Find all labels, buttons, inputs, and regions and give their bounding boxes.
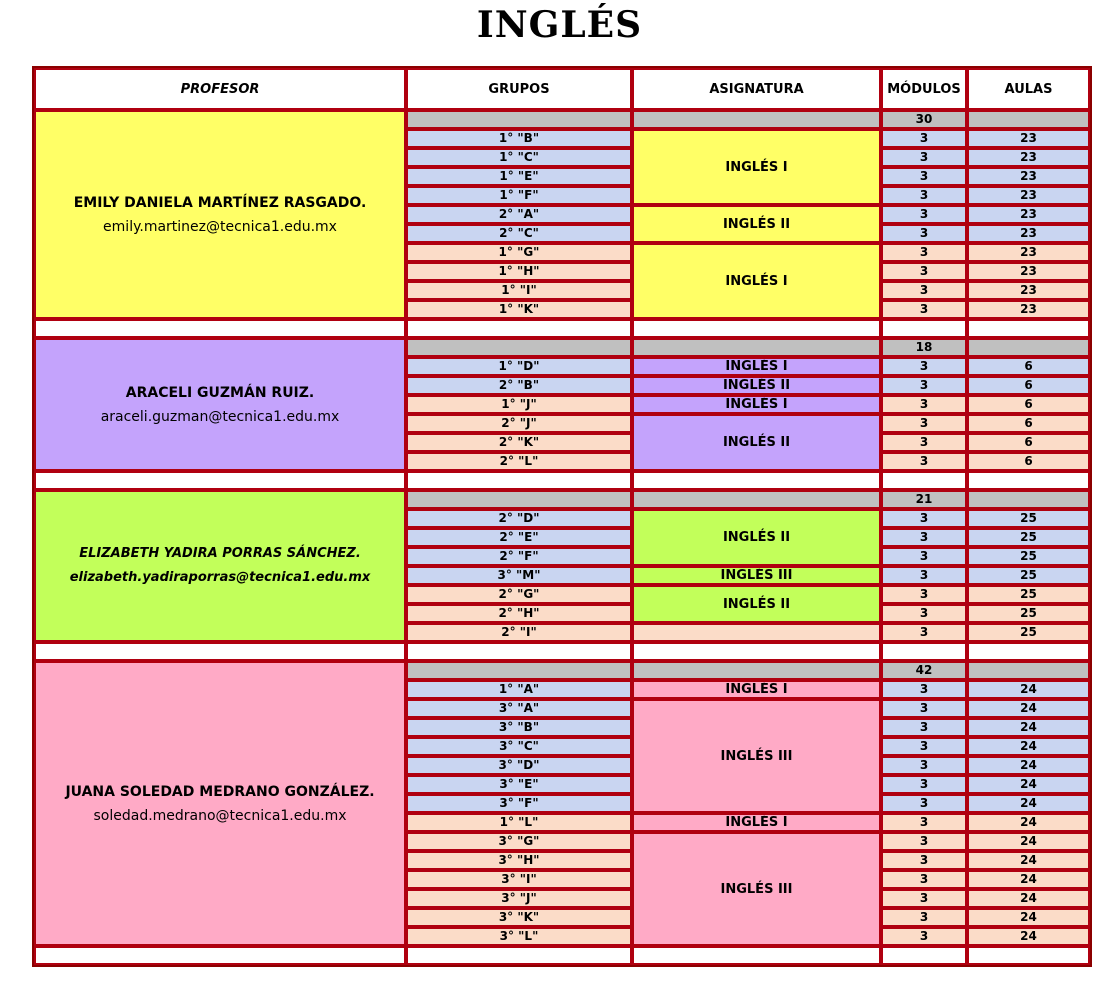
group-cell: 2° "G" <box>406 585 632 604</box>
aula-cell: 23 <box>967 205 1090 224</box>
modulos-cell: 3 <box>881 927 967 946</box>
teacher-email: elizabeth.yadiraporras@tecnica1.edu.mx <box>69 570 371 585</box>
spacer-cell <box>632 946 881 965</box>
aula-cell: 6 <box>967 433 1090 452</box>
modulos-cell: 3 <box>881 813 967 832</box>
subject-cell: INGLÉS III <box>632 566 881 585</box>
aula-cell: 24 <box>967 699 1090 718</box>
modulos-cell: 3 <box>881 889 967 908</box>
group-cell: 3° "G" <box>406 832 632 851</box>
spacer-cell <box>967 319 1090 338</box>
total-blank <box>406 110 632 129</box>
aula-cell: 6 <box>967 452 1090 471</box>
teacher-name: ARACELI GUZMÁN RUIZ. <box>125 384 315 401</box>
header-modulos: MÓDULOS <box>881 68 967 110</box>
subject-cell: INGLÉS I <box>632 395 881 414</box>
total-blank <box>632 490 881 509</box>
subject-cell: INGLÉS III <box>632 832 881 946</box>
aula-cell: 23 <box>967 300 1090 319</box>
modulos-cell: 3 <box>881 851 967 870</box>
modulos-cell: 3 <box>881 205 967 224</box>
total-blank <box>406 338 632 357</box>
teacher-cell <box>34 661 406 946</box>
group-cell: 1° "A" <box>406 680 632 699</box>
total-blank <box>967 661 1090 680</box>
aula-cell: 24 <box>967 813 1090 832</box>
total-blank <box>967 110 1090 129</box>
aula-cell: 23 <box>967 129 1090 148</box>
subject-cell: INGLÉS III <box>632 699 881 813</box>
total-row <box>34 110 1090 129</box>
modulos-cell: 3 <box>881 528 967 547</box>
aula-cell: 25 <box>967 623 1090 642</box>
teacher-name: JUANA SOLEDAD MEDRANO GONZÁLEZ. <box>65 783 375 800</box>
modulos-cell: 3 <box>881 623 967 642</box>
aula-cell: 24 <box>967 927 1090 946</box>
aula-cell: 23 <box>967 224 1090 243</box>
group-cell: 3° "A" <box>406 699 632 718</box>
subject-cell: INGLÉS I <box>632 129 881 205</box>
group-cell: 2° "K" <box>406 433 632 452</box>
aula-cell: 23 <box>967 148 1090 167</box>
group-cell: 2° "B" <box>406 376 632 395</box>
spacer-cell <box>632 642 881 661</box>
total-modulos: 21 <box>881 490 967 509</box>
spacer-cell <box>881 946 967 965</box>
aula-cell: 24 <box>967 908 1090 927</box>
spacer-cell <box>34 946 406 965</box>
teacher-cell <box>34 490 406 642</box>
modulos-cell: 3 <box>881 395 967 414</box>
modulos-cell: 3 <box>881 585 967 604</box>
spacer-cell <box>632 319 881 338</box>
modulos-cell: 3 <box>881 756 967 775</box>
group-cell: 3° "B" <box>406 718 632 737</box>
group-cell: 1° "C" <box>406 148 632 167</box>
aula-cell: 24 <box>967 889 1090 908</box>
aula-cell: 6 <box>967 414 1090 433</box>
modulos-cell: 3 <box>881 376 967 395</box>
spacer-cell <box>881 319 967 338</box>
total-blank <box>632 661 881 680</box>
group-cell: 3° "K" <box>406 908 632 927</box>
spacer-cell <box>967 642 1090 661</box>
aula-cell: 24 <box>967 680 1090 699</box>
spacer-cell <box>406 642 632 661</box>
subject-cell: INGLÉS II <box>632 585 881 623</box>
group-cell: 2° "F" <box>406 547 632 566</box>
aula-cell: 23 <box>967 167 1090 186</box>
modulos-cell: 3 <box>881 870 967 889</box>
modulos-cell: 3 <box>881 357 967 376</box>
teacher-email: araceli.guzman@tecnica1.edu.mx <box>100 408 340 425</box>
total-blank <box>406 661 632 680</box>
aula-cell: 25 <box>967 585 1090 604</box>
total-row <box>34 490 1090 509</box>
aula-cell: 24 <box>967 737 1090 756</box>
subject-cell: INGLÉS I <box>632 680 881 699</box>
total-row <box>34 338 1090 357</box>
subject-cell: INGLÉS II <box>632 414 881 471</box>
spacer-cell <box>34 319 406 338</box>
group-cell: 1° "G" <box>406 243 632 262</box>
total-blank <box>632 338 881 357</box>
modulos-cell: 3 <box>881 699 967 718</box>
group-cell: 1° "F" <box>406 186 632 205</box>
group-cell: 2° "J" <box>406 414 632 433</box>
spacer-cell <box>34 471 406 490</box>
spacer-cell <box>406 471 632 490</box>
group-cell: 1° "I" <box>406 281 632 300</box>
aula-cell: 25 <box>967 547 1090 566</box>
group-cell: 1° "H" <box>406 262 632 281</box>
modulos-cell: 3 <box>881 908 967 927</box>
teacher-email: soledad.medrano@tecnica1.edu.mx <box>93 807 347 824</box>
aula-cell: 23 <box>967 281 1090 300</box>
subject-cell: INGLÉS I <box>632 357 881 376</box>
teacher-cell <box>34 110 406 319</box>
modulos-cell: 3 <box>881 129 967 148</box>
header-aulas: AULAS <box>967 68 1090 110</box>
subject-cell: INGLÉS II <box>632 205 881 243</box>
header-grupos: GRUPOS <box>406 68 632 110</box>
group-cell: 2° "C" <box>406 224 632 243</box>
spacer-row <box>34 946 1090 965</box>
group-cell: 2° "H" <box>406 604 632 623</box>
group-cell: 3° "J" <box>406 889 632 908</box>
teacher-name: EMILY DANIELA MARTÍNEZ RASGADO. <box>73 194 367 211</box>
modulos-cell: 3 <box>881 243 967 262</box>
teacher-cell <box>34 338 406 471</box>
modulos-cell: 3 <box>881 224 967 243</box>
subject-cell: INGLÉS II <box>632 509 881 566</box>
spacer-cell <box>406 319 632 338</box>
group-cell: 3° "I" <box>406 870 632 889</box>
header-row <box>34 68 1090 110</box>
modulos-cell: 3 <box>881 509 967 528</box>
spacer-cell <box>632 471 881 490</box>
spacer-cell <box>881 471 967 490</box>
total-row <box>34 661 1090 680</box>
aula-cell: 24 <box>967 794 1090 813</box>
modulos-cell: 3 <box>881 547 967 566</box>
total-modulos: 42 <box>881 661 967 680</box>
group-cell: 1° "L" <box>406 813 632 832</box>
aula-cell: 25 <box>967 604 1090 623</box>
group-cell: 1° "E" <box>406 167 632 186</box>
teacher-name: ELIZABETH YADIRA PORRAS SÁNCHEZ. <box>79 546 361 561</box>
total-blank <box>967 338 1090 357</box>
aula-cell: 25 <box>967 528 1090 547</box>
aula-cell: 6 <box>967 395 1090 414</box>
spacer-cell <box>881 642 967 661</box>
group-cell: 2° "D" <box>406 509 632 528</box>
group-cell: 3° "E" <box>406 775 632 794</box>
subject-cell: INGLÉS I <box>632 813 881 832</box>
modulos-cell: 3 <box>881 718 967 737</box>
total-blank <box>406 490 632 509</box>
group-cell: 3° "M" <box>406 566 632 585</box>
group-cell: 1° "K" <box>406 300 632 319</box>
teacher-email: emily.martinez@tecnica1.edu.mx <box>103 218 337 235</box>
group-cell: 3° "D" <box>406 756 632 775</box>
total-modulos: 18 <box>881 338 967 357</box>
header-asignatura: ASIGNATURA <box>632 68 881 110</box>
aula-cell: 24 <box>967 756 1090 775</box>
modulos-cell: 3 <box>881 186 967 205</box>
header-profesor: PROFESOR <box>34 68 406 110</box>
modulos-cell: 3 <box>881 680 967 699</box>
group-cell: 1° "B" <box>406 129 632 148</box>
group-cell: 1° "D" <box>406 357 632 376</box>
group-cell: 2° "I" <box>406 623 632 642</box>
modulos-cell: 3 <box>881 737 967 756</box>
total-blank <box>967 490 1090 509</box>
spacer-cell <box>34 642 406 661</box>
modulos-cell: 3 <box>881 433 967 452</box>
total-modulos: 30 <box>881 110 967 129</box>
modulos-cell: 3 <box>881 775 967 794</box>
aula-cell: 23 <box>967 243 1090 262</box>
spacer-row <box>34 471 1090 490</box>
subject-cell: INGLÉS II <box>632 376 881 395</box>
aula-cell: 23 <box>967 262 1090 281</box>
modulos-cell: 3 <box>881 452 967 471</box>
spacer-row <box>34 319 1090 338</box>
modulos-cell: 3 <box>881 832 967 851</box>
group-cell: 1° "J" <box>406 395 632 414</box>
modulos-cell: 3 <box>881 566 967 585</box>
group-cell: 3° "C" <box>406 737 632 756</box>
total-blank <box>632 110 881 129</box>
spacer-cell <box>967 946 1090 965</box>
subject-blank <box>632 623 881 642</box>
group-cell: 3° "F" <box>406 794 632 813</box>
aula-cell: 24 <box>967 870 1090 889</box>
aula-cell: 23 <box>967 186 1090 205</box>
spacer-cell <box>406 946 632 965</box>
group-cell: 2° "L" <box>406 452 632 471</box>
aula-cell: 6 <box>967 376 1090 395</box>
aula-cell: 25 <box>967 566 1090 585</box>
group-cell: 2° "E" <box>406 528 632 547</box>
aula-cell: 24 <box>967 851 1090 870</box>
schedule-table <box>32 66 1092 967</box>
page-title: INGLÉS <box>476 4 643 46</box>
modulos-cell: 3 <box>881 167 967 186</box>
aula-cell: 24 <box>967 775 1090 794</box>
spacer-cell <box>967 471 1090 490</box>
modulos-cell: 3 <box>881 281 967 300</box>
group-cell: 2° "A" <box>406 205 632 224</box>
modulos-cell: 3 <box>881 604 967 623</box>
aula-cell: 25 <box>967 509 1090 528</box>
spacer-row <box>34 642 1090 661</box>
group-cell: 3° "H" <box>406 851 632 870</box>
aula-cell: 24 <box>967 718 1090 737</box>
group-cell: 3° "L" <box>406 927 632 946</box>
modulos-cell: 3 <box>881 300 967 319</box>
modulos-cell: 3 <box>881 262 967 281</box>
modulos-cell: 3 <box>881 148 967 167</box>
modulos-cell: 3 <box>881 414 967 433</box>
aula-cell: 6 <box>967 357 1090 376</box>
aula-cell: 24 <box>967 832 1090 851</box>
subject-cell: INGLÉS I <box>632 243 881 319</box>
modulos-cell: 3 <box>881 794 967 813</box>
